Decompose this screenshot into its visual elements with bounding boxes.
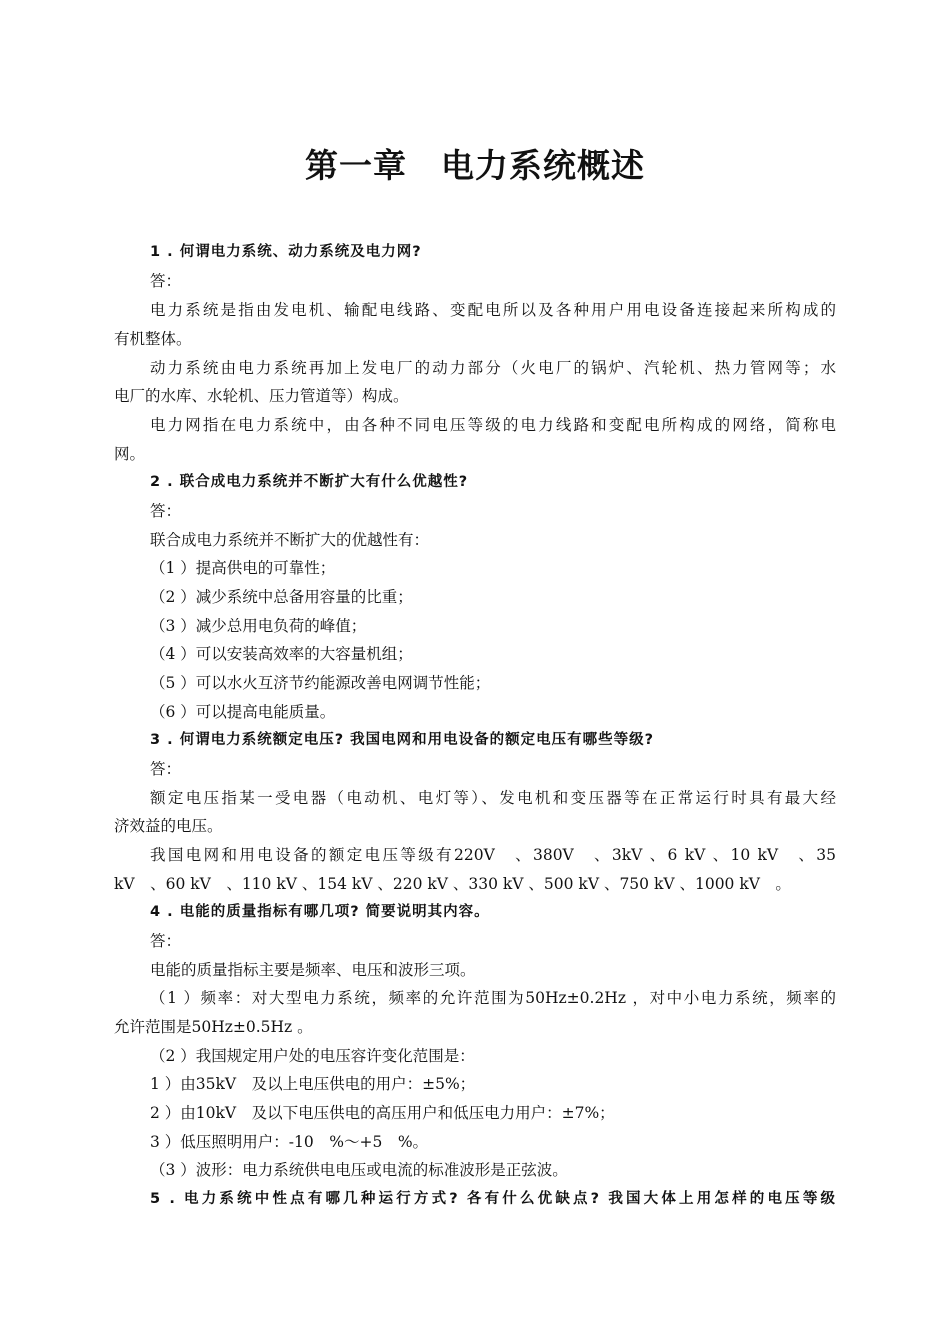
paragraph-line: 电能的质量指标主要是频率、电压和波形三项。: [150, 961, 476, 979]
paragraph-line: （2 ）我国规定用户处的电压容许变化范围是：: [150, 1047, 475, 1065]
question-3: 3 . 何谓电力系统额定电压? 我国电网和用电设备的额定电压有哪些等级?: [150, 732, 655, 748]
list-item: 3 ）低压照明用户：-10 %～+5 %。: [150, 1133, 429, 1151]
list-item: 1 ）由35kV 及以上电压供电的用户：±5%；: [150, 1075, 476, 1093]
question-2: 2 . 联合成电力系统并不断扩大有什么优越性?: [150, 474, 469, 490]
list-item: 2 ）由10kV 及以下电压供电的高压用户和低压电力用户：±7%；: [150, 1104, 615, 1122]
list-item: （3 ）减少总用电负荷的峰值；: [150, 617, 367, 635]
question-5: 5 . 电力系统中性点有哪几种运行方式? 各有什么优缺点? 我国大体上用怎样的电压等级: [150, 1191, 836, 1207]
paragraph-line: 网。: [114, 445, 146, 463]
paragraph-line: 有机整体。: [114, 330, 192, 348]
paragraph-line: 联合成电力系统并不断扩大的优越性有：: [150, 531, 430, 549]
paragraph-line: 动力系统由电力系统再加上发电厂的动力部分（火电厂的锅炉、汽轮机、热力管网等；水: [150, 359, 836, 377]
paragraph-line: 允许范围是50Hz±0.5Hz 。: [114, 1018, 313, 1036]
page-title: 第一章 电力系统概述: [305, 146, 645, 185]
list-item: （4 ）可以安装高效率的大容量机组；: [150, 645, 413, 663]
answer-label: 答：: [150, 272, 182, 290]
list-item: （5 ）可以水火互济节约能源改善电网调节性能；: [150, 674, 491, 692]
paragraph-line: 电厂的水库、水轮机、压力管道等）构成。: [114, 387, 409, 405]
paragraph-line: 额定电压指某一受电器（电动机、电灯等）、发电机和变压器等在正常运行时具有最大经: [150, 789, 836, 807]
answer-label: 答：: [150, 760, 182, 778]
paragraph-line: 济效益的电压。: [114, 817, 223, 835]
paragraph-line: （1 ）频率：对大型电力系统，频率的允许范围为50Hz±0.2Hz ，对中小电力系统，频率的: [150, 989, 836, 1007]
question-1: 1 . 何谓电力系统、动力系统及电力网?: [150, 244, 422, 260]
answer-label: 答：: [150, 502, 182, 520]
paragraph-line: （3 ）波形：电力系统供电电压或电流的标准波形是正弦波。: [150, 1161, 568, 1179]
list-item: （6 ）可以提高电能质量。: [150, 703, 336, 721]
list-item: （1 ）提高供电的可靠性；: [150, 559, 336, 577]
paragraph-line: 我国电网和用电设备的额定电压等级有220V 、380V 、3kV 、6 kV 、10 kV 、35: [150, 846, 836, 864]
answer-label: 答：: [150, 932, 182, 950]
paragraph-line: 电力网指在电力系统中，由各种不同电压等级的电力线路和变配电所构成的网络，简称电: [150, 416, 836, 434]
question-4: 4 . 电能的质量指标有哪几项? 简要说明其内容。: [150, 904, 490, 920]
list-item: （2 ）减少系统中总备用容量的比重；: [150, 588, 413, 606]
paragraph-line: 电力系统是指由发电机、输配电线路、变配电所以及各种用户用电设备连接起来所构成的: [150, 301, 836, 319]
paragraph-line: kV 、60 kV 、110 kV 、154 kV 、220 kV 、330 kV 、500 kV 、750 kV 、1000 kV 。: [114, 875, 791, 893]
